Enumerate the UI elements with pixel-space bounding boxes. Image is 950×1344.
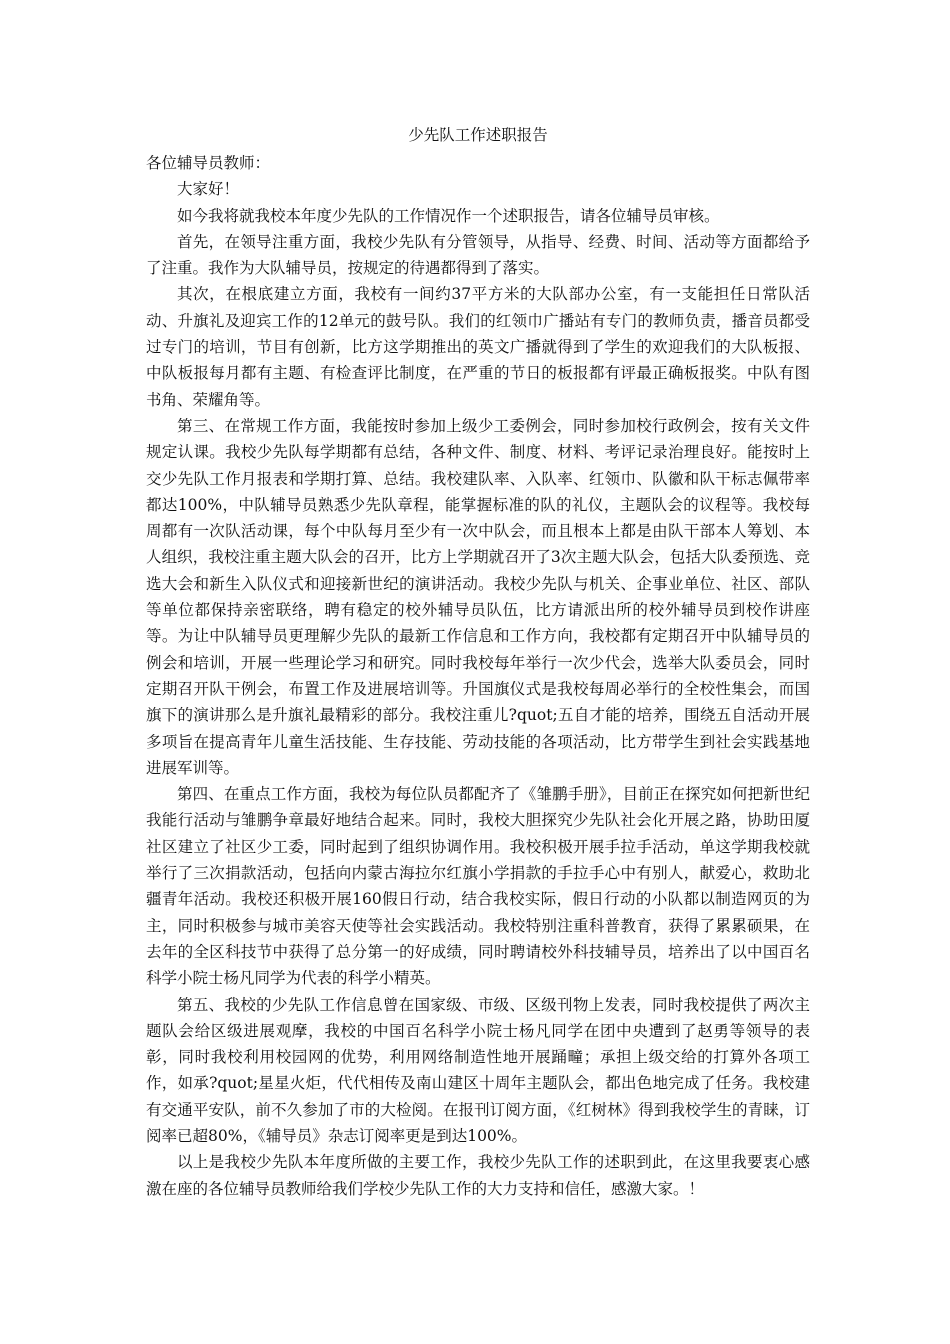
paragraph-key-work: 第四、在重点工作方面，我校为每位队员都配齐了《雏鹏手册》，目前正在探究如何把新世纪我能行活动与雏鹏争章最好地结合起来。同时，我校大胆探究少先队社会化开展之路，协助田厦社区建立了社区少工委，同时起到了组织协调作用。我校积极开展手拉手活动，单这学期我校就举行了三次捐款活动，包括向内蒙古海拉尔红旗小学捐款的手拉手心中有别人，献爱心，救助北疆青年活动。我校还积极开展160假日行动，结合我校实际，假日行动的小队都以制造网页的为主，同时积极参与城市美容天使等社会实践活动。我校特别注重科普教育，获得了累累硕果，在去年的全区科技节中获得了总分第一的好成绩，同时聘请校外科技辅导员，培养出了以中国百名科学小院士杨凡同学为代表的科学小精英。 [146,785,810,988]
document-body [146,122,810,1202]
salutation: 各位辅导员教师： [146,154,271,172]
paragraph-foundation: 其次，在根底建立方面，我校有一间约37平方米的大队部办公室，有一支能担任日常队活动、升旗礼及迎宾工作的12单元的鼓号队。我们的红领巾广播站有专门的教师负责，播音员都受过专门的培训，节目有创新，比方这学期推出的英文广播就得到了学生的欢迎我们的大队板报、中队板报每月都有主题、有检查评比制度，在严重的节日的板报都有评最正确板报奖。中队有图书角、荣耀角等。 [146,285,810,409]
paragraph-greeting: 大家好！ [177,180,240,199]
paragraph-leadership: 首先，在领导注重方面，我校少先队有分管领导，从指导、经费、时间、活动等方面都给予了注重。我作为大队辅导员，按规定的待遇都得到了落实。 [146,232,810,278]
paragraph-achievements: 第五、我校的少先队工作信息曾在国家级、市级、区级刊物上发表，同时我校提供了两次主题队会给区级进展观摩，我校的中国百名科学小院士杨凡同学在团中央遭到了赵勇等领导的表彰，同时我校利用校园网的优势，利用网络制造性地开展踊疃；承担上级交给的打算外各项工作，如承?quot;星星火炬，代代相传及南山建区十周年主题队会，都出色地完成了任务。我校建有交通平安队，前不久参加了市的大检阅。在报刊订阅方面，《红树林》得到我校学生的青睐，订阅率已超80%，《辅导员》杂志订阅率更是到达100%。 [146,995,810,1145]
paragraph-closing: 以上是我校少先队本年度所做的主要工作，我校少先队工作的述职到此，在这里我要衷心感激在座的各位辅导员教师给我们学校少先队工作的大力支持和信任，感激大家。！ [146,1153,810,1198]
paragraph-intro: 如今我将就我校本年度少先队的工作情况作一个述职报告，请各位辅导员审核。 [177,206,720,225]
document-title: 少先队工作述职报告 [408,126,548,144]
paragraph-routine-work: 第三、在常规工作方面，我能按时参加上级少工委例会，同时参加校行政例会，按有关文件规定认课。我校少先队每学期都有总结，各种文件、制度、材料、考评记录治理良好。能按时上交少先队工作月报表和学期打算、总结。我校建队率、入队率、红领巾、队徽和队干标志佩带率都达100%，中队辅导员熟悉少先队章程，能掌握标准的队的礼仪，主题队会的议程等。我校每周都有一次队活动课，每个中队每月至少有一次中队会，而且根本上都是由队干部本人筹划、本人组织，我校注重主题大队会的召开，比方上学期就召开了3次主题大队会，包括大队委预选、竞选大会和新生入队仪式和迎接新世纪的演讲活动。我校少先队与机关、企事业单位、社区、部队等单位都保持亲密联络，聘有稳定的校外辅导员队伍，比方请派出所的校外辅导员到校作讲座等。为让中队辅导员更理解少先队的最新工作信息和工作方向，我校都有定期召开中队辅导员的例会和培训，开展一些理论学习和研究。同时我校每年举行一次少代会，选举大队委员会，同时定期召开队干例会，布置工作及进展培训等。升国旗仪式是我校每周必举行的全校性集会，而国旗下的演讲那么是升旗礼最精彩的部分。我校注重儿?quot;五自才能的培养，围绕五自活动开展多项旨在提高青年儿童生活技能、生存技能、劳动技能的各项活动，比方带学生到社会实践基地进展军训等。 [146,416,810,777]
